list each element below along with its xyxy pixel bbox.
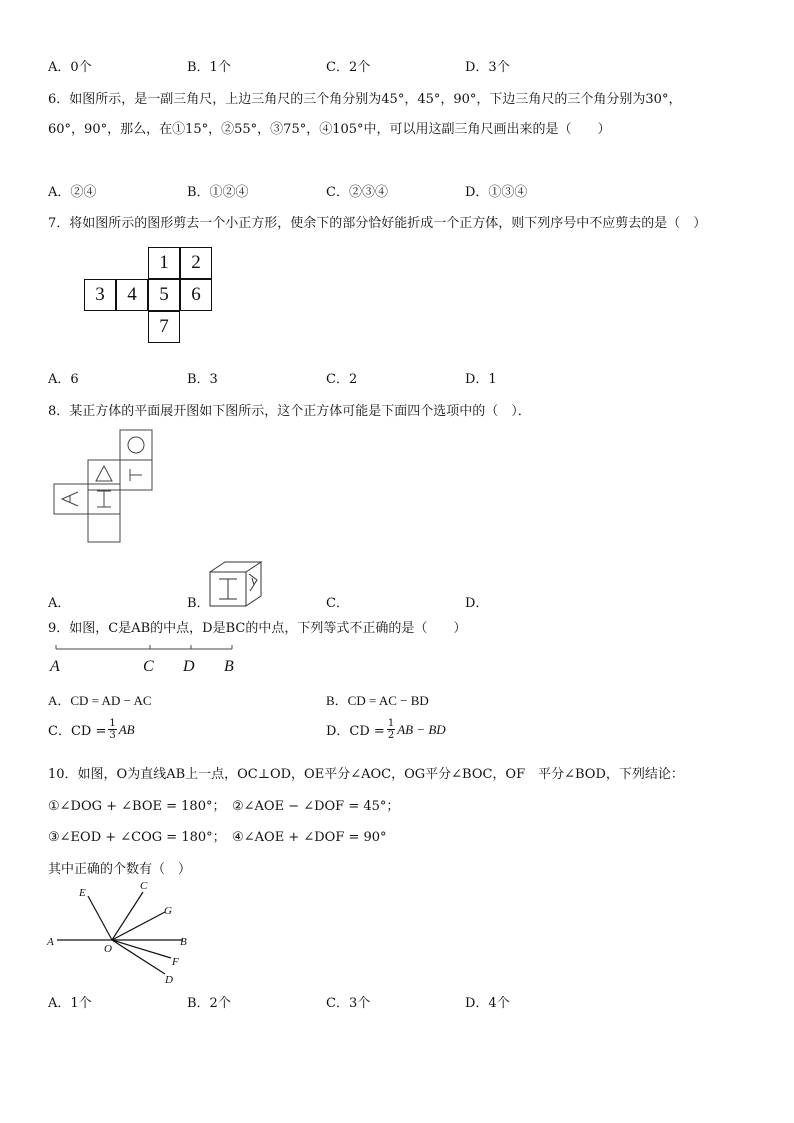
q10-option-a: A．1个 bbox=[48, 996, 92, 1011]
net-cell-7: 7 bbox=[148, 311, 180, 343]
net-cell-2: 2 bbox=[180, 247, 212, 279]
q6-option-d: D．①③④ bbox=[465, 185, 528, 200]
fraction bbox=[387, 718, 395, 741]
net-cell-5: 5 bbox=[148, 279, 180, 311]
q10-option-c: C．3个 bbox=[326, 996, 371, 1011]
q10-statement-3-4: ③∠EOD + ∠COG = 180°； ④∠AOE + ∠DOF = 90° bbox=[48, 830, 387, 845]
q9-stem: 9．如图，C是AB的中点，D是BC的中点，下列等式不正确的是（ ） bbox=[48, 621, 467, 636]
q8-cube-net-figure bbox=[50, 428, 160, 546]
q9-option-b: B．CD = AC − BD bbox=[326, 693, 429, 708]
net-cell-6: 6 bbox=[180, 279, 212, 311]
net-cell-1: 1 bbox=[148, 247, 180, 279]
label-b: B bbox=[180, 936, 187, 948]
q10-statement-1-2: ①∠DOG + ∠BOE = 180°； ②∠AOE − ∠DOF = 45°； bbox=[48, 799, 400, 814]
net-cell-3: 3 bbox=[84, 279, 116, 311]
q7-stem: 7．将如图所示的图形剪去一个小正方形，使余下的部分恰好能折成一个正方体，则下列序号中不应剪去的是（ ） bbox=[48, 216, 707, 231]
q8-option-c: C． bbox=[326, 596, 349, 611]
q8-stem: 8．某正方体的平面展开图如下图所示，这个正方体可能是下面四个选项中的（ ）． bbox=[48, 404, 531, 419]
q6-option-c: C．②③④ bbox=[326, 185, 388, 200]
q8-option-a: A． bbox=[48, 596, 71, 611]
triangle-icon bbox=[96, 466, 112, 481]
net-cell-4: 4 bbox=[116, 279, 148, 311]
ray-og bbox=[112, 912, 165, 940]
fraction-denominator: 2 bbox=[387, 730, 395, 741]
q5-option-c: C．2个 bbox=[326, 60, 371, 75]
label-d: D bbox=[165, 974, 173, 986]
q6-stem-line1: 6．如图所示，是一副三角尺，上边三角尺的三个角分别为45°，45°，90°，下边三角尺的三个角分别为30°， bbox=[48, 92, 682, 107]
q6-option-a: A．②④ bbox=[48, 185, 97, 200]
fraction-numerator: 1 bbox=[109, 718, 116, 729]
point-label-b: B bbox=[224, 658, 234, 675]
q9-option-c bbox=[48, 718, 135, 741]
fraction-numerator: 1 bbox=[387, 718, 395, 729]
q5-option-a: A．0个 bbox=[48, 60, 92, 75]
fraction bbox=[108, 718, 116, 741]
q7-option-d: D．1 bbox=[465, 372, 497, 387]
q10-stem-line1: 10．如图，O为直线AB上一点，OC⊥OD，OE平分∠AOC，OG平分∠BOC，OF 平分∠BOD，下列结论： bbox=[48, 767, 684, 782]
q9-option-c-prefix: C．CD = bbox=[48, 724, 107, 739]
q7-option-a: A．6 bbox=[48, 372, 79, 387]
point-label-c: C bbox=[143, 658, 154, 675]
q7-option-c: C．2 bbox=[326, 372, 358, 387]
q8-option-b: B． bbox=[187, 596, 210, 611]
q6-stem-line2: 60°，90°，那么，在①15°，②55°，③75°，④105°中，可以用这副三角尺画出来的是（ ） bbox=[48, 122, 611, 137]
q9-option-a: A．CD = AD − AC bbox=[48, 693, 152, 708]
ray-oe bbox=[88, 896, 112, 940]
label-c: C bbox=[140, 880, 148, 892]
label-e: E bbox=[79, 887, 86, 899]
q9-option-d-suffix: AB − BD bbox=[397, 721, 446, 737]
q7-option-b: B．3 bbox=[187, 372, 218, 387]
label-f: F bbox=[172, 956, 179, 968]
label-o: O bbox=[104, 943, 112, 955]
q5-option-b: B．1个 bbox=[187, 60, 231, 75]
q8-option-d: D． bbox=[465, 596, 489, 611]
fraction-denominator: 3 bbox=[109, 730, 116, 741]
point-label-d: D bbox=[183, 658, 195, 675]
point-label-a: A bbox=[50, 658, 60, 675]
q6-option-b: B．①②④ bbox=[187, 185, 249, 200]
q9-option-d bbox=[326, 718, 446, 741]
q9-segment-figure bbox=[48, 640, 248, 678]
q10-angle-figure bbox=[45, 876, 205, 988]
q10-option-b: B．2个 bbox=[187, 996, 231, 1011]
ray-oc bbox=[112, 892, 143, 940]
ray-od bbox=[112, 940, 165, 974]
q9-option-c-suffix: AB bbox=[118, 721, 135, 737]
q8-option-b-cube bbox=[207, 560, 267, 608]
q9-option-d-prefix: D．CD = bbox=[326, 724, 385, 739]
q5-option-d: D．3个 bbox=[465, 60, 510, 75]
ray-of bbox=[112, 940, 171, 958]
q10-option-d: D．4个 bbox=[465, 996, 510, 1011]
label-a: A bbox=[47, 936, 54, 948]
label-g: G bbox=[164, 905, 172, 917]
q10-stem-line4: 其中正确的个数有（ ） bbox=[48, 862, 192, 877]
circle-icon bbox=[128, 437, 144, 453]
